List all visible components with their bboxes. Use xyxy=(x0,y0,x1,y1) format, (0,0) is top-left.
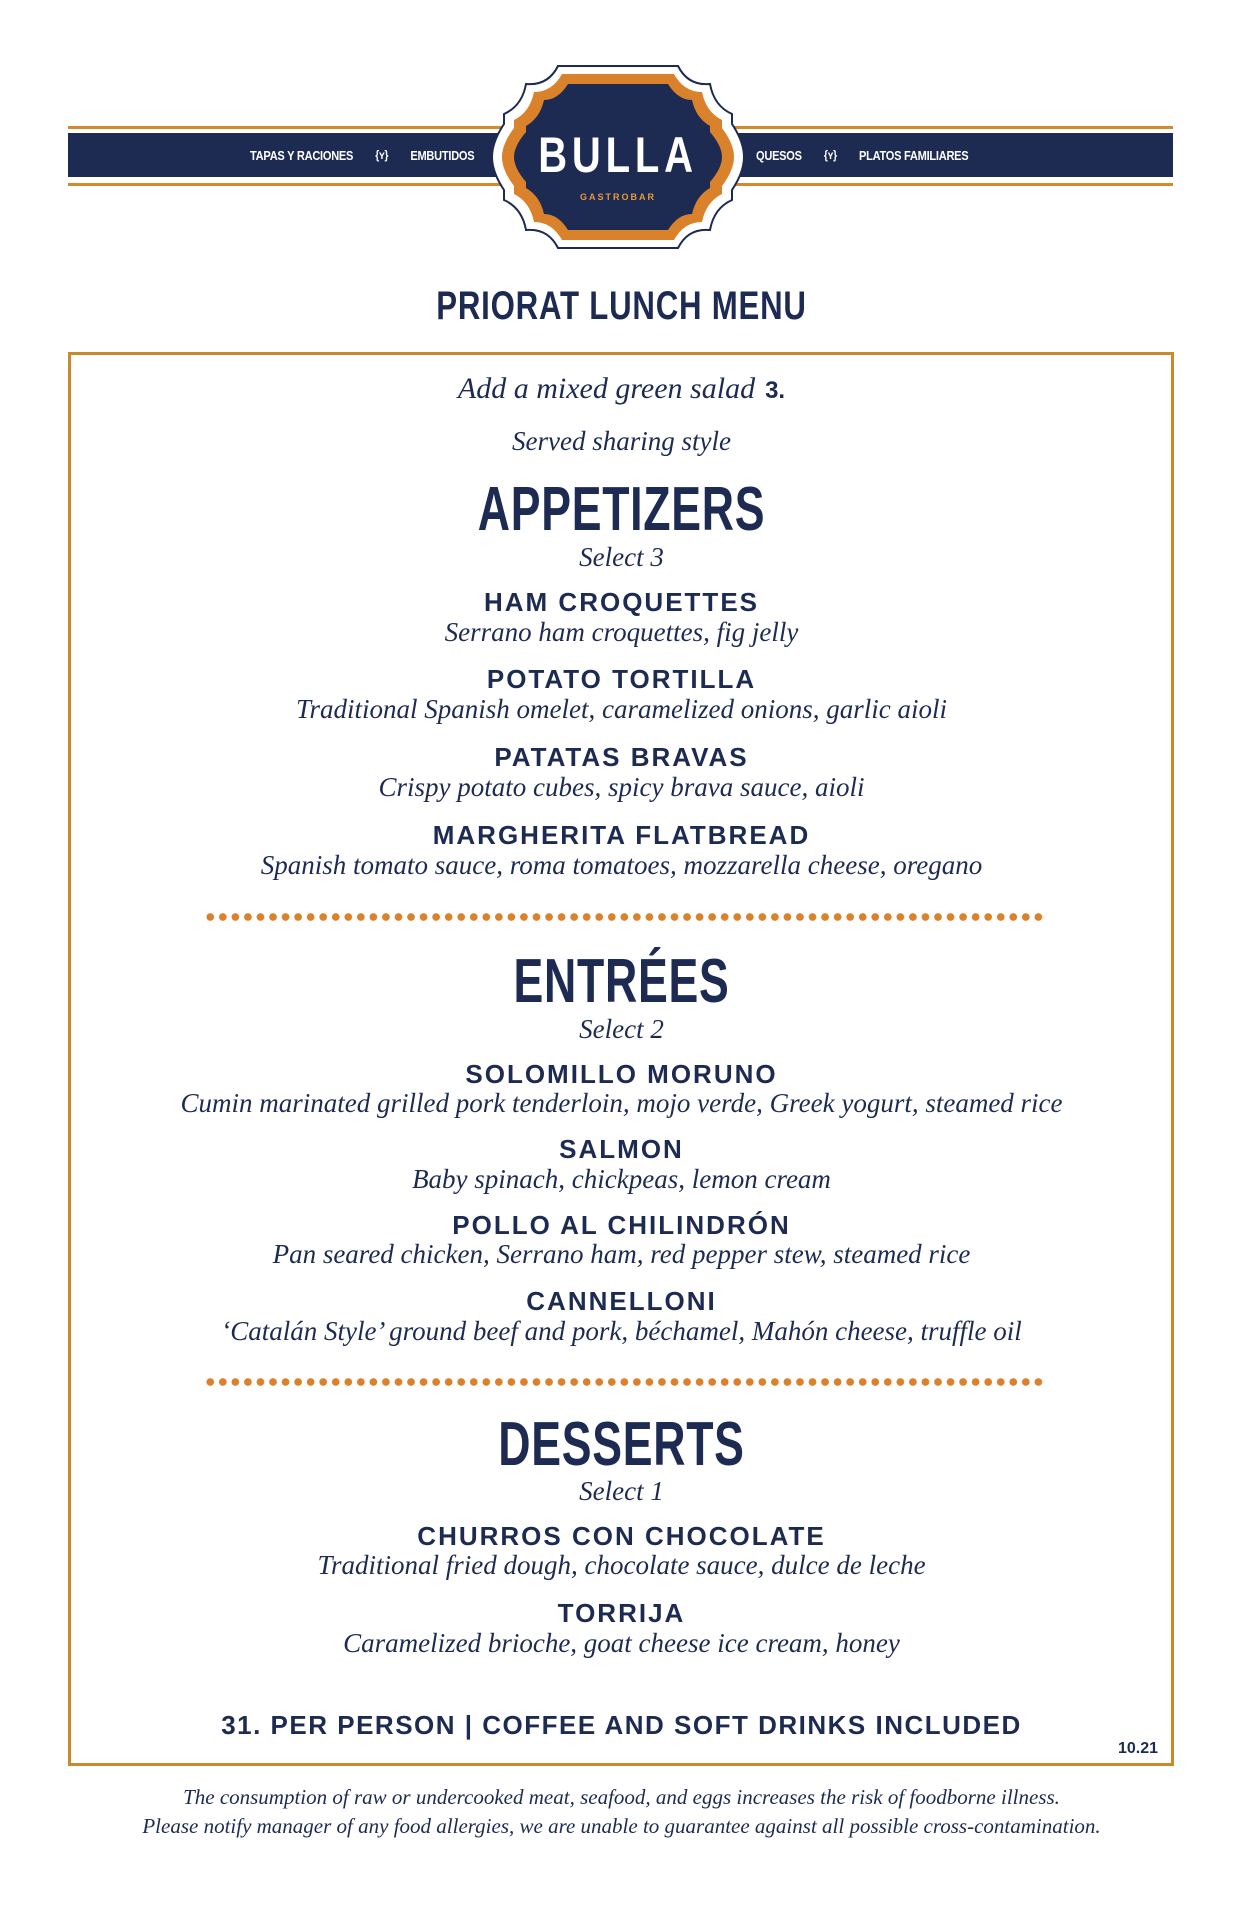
section-select-appetizers: Select 3 xyxy=(579,542,664,572)
dotted-divider xyxy=(204,1376,1044,1388)
nav-separator-icon: {ʏ} xyxy=(823,148,837,162)
nav-left xyxy=(250,133,474,177)
salad-addon-price: 3. xyxy=(765,377,786,404)
salad-addon xyxy=(0,372,1243,406)
nav-item-platos-familiares: PLATOS FAMILIARES xyxy=(858,147,969,163)
menu-item-desc: Cumin marinated grilled pork tenderloin, mojo verde, Greek yogurt, steamed rice xyxy=(180,1088,1063,1118)
section-select-desserts: Select 1 xyxy=(579,1476,664,1506)
menu-item-desc: Traditional Spanish omelet, caramelized onions, garlic aioli xyxy=(296,694,947,724)
logo-subtitle: GASTROBAR xyxy=(580,192,656,202)
nav-item-embutidos: EMBUTIDOS xyxy=(410,147,475,163)
menu-item-name: SOLOMILLO MORUNO xyxy=(465,1059,778,1089)
serving-style: Served sharing style xyxy=(512,426,731,456)
menu-item-desc: Spanish tomato sauce, roma tomatoes, mozzarella cheese, oregano xyxy=(260,850,983,880)
section-select-entrees: Select 2 xyxy=(579,1014,664,1044)
menu-item-name: TORRIJA xyxy=(557,1598,686,1628)
disclaimer-line: Please notify manager of any food allergies, we are unable to guarantee against all possible cross-contamination. xyxy=(142,1814,1101,1838)
menu-code: 10.21 xyxy=(1118,1740,1159,1757)
menu-item-desc: ‘Catalán Style’ ground beef and pork, béchamel, Mahón cheese, truffle oil xyxy=(221,1316,1022,1346)
menu-item-name: CHURROS CON CHOCOLATE xyxy=(417,1521,826,1551)
menu-item-name: POTATO TORTILLA xyxy=(486,664,757,694)
nav-right xyxy=(756,133,968,177)
menu-item-name: MARGHERITA FLATBREAD xyxy=(432,820,811,850)
nav-item-tapas: TAPAS Y RACIONES xyxy=(250,147,354,163)
logo-name: BULLA xyxy=(538,127,698,183)
menu-item-desc: Caramelized brioche, goat cheese ice cream, honey xyxy=(343,1628,900,1658)
nav-separator-icon: {ʏ} xyxy=(375,148,389,162)
price-line: 31. PER PERSON | COFFEE AND SOFT DRINKS INCLUDED xyxy=(221,1710,1022,1740)
menu-item-desc: Pan seared chicken, Serrano ham, red pepper stew, steamed rice xyxy=(272,1239,971,1269)
menu-item-name: HAM CROQUETTES xyxy=(484,587,759,617)
bulla-logo xyxy=(488,62,748,252)
header xyxy=(0,0,1243,260)
section-heading-desserts: DESSERTS xyxy=(498,1410,745,1479)
nav-item-quesos: QUESOS xyxy=(756,147,802,163)
dotted-divider xyxy=(204,911,1044,923)
menu-item-name: SALMON xyxy=(559,1134,684,1164)
page-title: PRIORAT LUNCH MENU xyxy=(436,284,807,328)
menu-item-name: CANNELLONI xyxy=(526,1286,717,1316)
menu-item-name: POLLO AL CHILINDRÓN xyxy=(452,1210,791,1240)
menu-item-desc: Baby spinach, chickpeas, lemon cream xyxy=(412,1164,831,1194)
section-heading-appetizers: APPETIZERS xyxy=(477,475,766,544)
salad-addon-text: Add a mixed green salad xyxy=(457,372,756,405)
menu-item-desc: Crispy potato cubes, spicy brava sauce, aioli xyxy=(378,772,865,802)
menu-item-desc: Traditional fried dough, chocolate sauce, dulce de leche xyxy=(317,1550,926,1580)
disclaimer-line: The consumption of raw or undercooked meat, seafood, and eggs increases the risk of foodborne illness. xyxy=(183,1785,1060,1809)
section-heading-entrees: ENTRÉES xyxy=(513,947,730,1016)
menu-item-desc: Serrano ham croquettes, fig jelly xyxy=(444,617,799,647)
menu-item-name: PATATAS BRAVAS xyxy=(494,742,749,772)
